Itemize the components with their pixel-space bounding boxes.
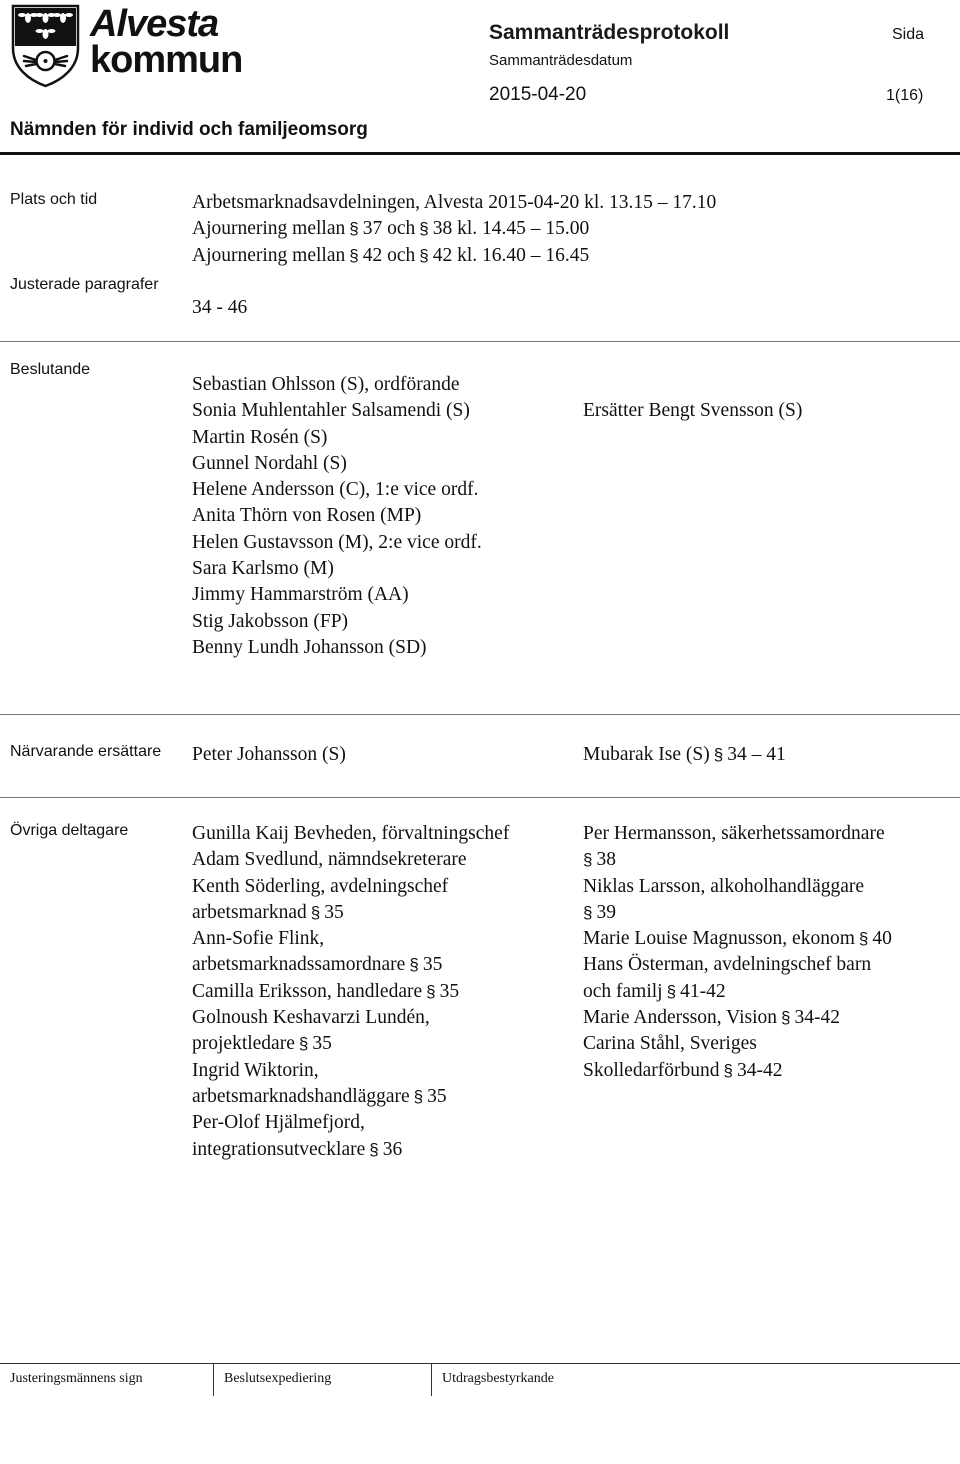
justerade-paragrafer-value: 34 - 46 [192, 297, 248, 318]
section-sign: § [713, 745, 724, 764]
section-sign: § [723, 1060, 733, 1080]
signature-footer [0, 1363, 960, 1395]
logo-text-alvesta: Alvesta [90, 3, 219, 45]
header-divider [0, 152, 960, 155]
section-sign: § [583, 902, 593, 922]
footer-utdragsbestyrkande: Utdragsbestyrkande [442, 1371, 554, 1386]
list-item: Golnoush Keshavarzi Lundén, [192, 1007, 430, 1029]
list-item: § 38 [583, 849, 616, 871]
list-item: Marie Louise Magnusson, ekonom § 40 [583, 928, 892, 950]
list-item: Ann-Sofie Flink, [192, 928, 325, 950]
list-item: Carina Ståhl, Sveriges [583, 1033, 757, 1055]
ajournering-line-2: Ajournering mellan § 42 och § 42 kl. 16.40 – 16.45 [192, 244, 590, 266]
meeting-date: 2015-04-20 [489, 84, 587, 105]
section-sign: § [310, 902, 321, 922]
list-item: projektledare § 35 [192, 1033, 332, 1055]
list-item: arbetsmarknadshandläggare § 35 [192, 1085, 447, 1107]
logo-text-kommun: kommun [90, 39, 243, 81]
section-divider [0, 797, 960, 798]
section-sign: § [858, 929, 869, 949]
label-narvarande-ersattare: Närvarande ersättare [10, 743, 162, 760]
footer-beslutsexpediering: Beslutsexpediering [224, 1371, 332, 1386]
label-beslutande: Beslutande [10, 361, 91, 378]
plats-line: Arbetsmarknadsavdelningen, Alvesta 2015-04-20 kl. 13.15 – 17.10 [192, 192, 717, 213]
section-sign: § [413, 1086, 424, 1106]
list-item: Per-Olof Hjälmefjord, [192, 1112, 365, 1134]
list-item: Benny Lundh Johansson (SD) [192, 636, 427, 658]
list-item: Gunilla Kaij Bevheden, förvaltningschef [192, 823, 510, 844]
list-item: Per Hermansson, säkerhetssamordnare [583, 823, 885, 844]
committee-name: Nämnden för individ och familjeomsorg [10, 119, 368, 140]
list-item: Helene Andersson (C), 1:e vice ordf. [192, 479, 479, 501]
section-sign: § [349, 245, 359, 265]
list-item: och familj § 41-42 [583, 980, 726, 1002]
label-plats-och-tid: Plats och tid [10, 191, 98, 208]
ajournering-line-1: Ajournering mellan § 37 och § 38 kl. 14.45 – 15.00 [192, 218, 590, 240]
list-item: Helen Gustavsson (M), 2:e vice ordf. [192, 531, 482, 553]
list-item: Anita Thörn von Rosen (MP) [192, 505, 422, 527]
section-sign: § [419, 245, 429, 265]
list-item: Martin Rosén (S) [192, 426, 328, 448]
list-item: Kenth Söderling, avdelningschef [192, 875, 449, 897]
section-sign: § [409, 955, 419, 975]
page-label: Sida [892, 26, 925, 43]
section-sign: § [298, 1034, 309, 1054]
list-item: Sara Karlsmo (M) [192, 558, 334, 580]
ovriga-deltagare-left [192, 821, 509, 1163]
narvarande-ersattare-left: Peter Johansson (S) [192, 744, 346, 765]
list-item: Adam Svedlund, nämndsekreterare [192, 849, 467, 871]
section-sign: § [426, 981, 436, 1001]
list-item: Sebastian Ohlsson (S), ordförande [192, 374, 460, 395]
list-item: Ingrid Wiktorin, [192, 1059, 319, 1081]
list-item: Skolledarförbund § 34-42 [583, 1059, 783, 1081]
footer-justeringsmannens-sign: Justeringsmännens sign [10, 1371, 143, 1386]
section-divider [0, 714, 960, 715]
document-title: Sammanträdesprotokoll [489, 21, 730, 44]
label-ovriga-deltagare: Övriga deltagare [10, 822, 129, 839]
ovriga-deltagare-right [583, 821, 892, 1084]
list-item: Niklas Larsson, alkoholhandläggare [583, 875, 865, 897]
list-item: Jimmy Hammarström (AA) [192, 584, 409, 606]
list-item: Stig Jakobsson (FP) [192, 610, 349, 632]
section-sign: § [781, 1008, 791, 1028]
ersatter-note: Ersätter Bengt Svensson (S) [583, 400, 803, 421]
municipality-logo [10, 4, 242, 90]
list-item: Gunnel Nordahl (S) [192, 452, 347, 474]
list-item: Marie Andersson, Vision § 34-42 [583, 1007, 840, 1029]
list-item: integrationsutvecklare § 36 [192, 1138, 403, 1160]
narvarande-ersattare-right: Mubarak Ise (S) § 34 – 41 [583, 744, 786, 765]
list-item: Hans Österman, avdelningschef barn [583, 954, 872, 976]
section-sign: § [583, 850, 593, 870]
meeting-date-label: Sammanträdesdatum [489, 52, 633, 69]
plats-och-tid-block [192, 190, 716, 269]
beslutande-list [192, 372, 482, 661]
list-item: Sonia Muhlentahler Salsamendi (S) [192, 400, 470, 422]
label-justerade-paragrafer: Justerade paragrafer [10, 276, 159, 293]
list-item: arbetsmarknad § 35 [192, 901, 344, 923]
section-divider [0, 341, 960, 342]
section-sign: § [349, 219, 359, 239]
section-sign: § [369, 1139, 379, 1159]
list-item: arbetsmarknadssamordnare § 35 [192, 954, 443, 976]
list-item: § 39 [583, 901, 616, 923]
section-sign: § [419, 219, 429, 239]
section-sign: § [666, 981, 677, 1001]
list-item: Camilla Eriksson, handledare § 35 [192, 980, 460, 1002]
page-number: 1(16) [886, 87, 924, 104]
